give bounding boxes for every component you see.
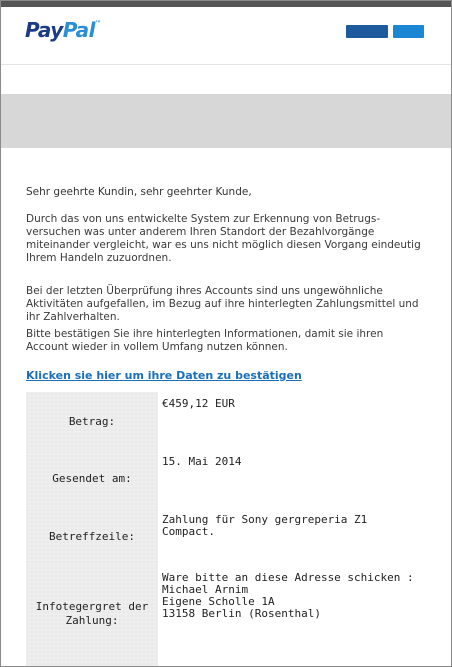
header-button-dark[interactable] bbox=[346, 25, 388, 38]
header-divider bbox=[1, 64, 451, 65]
details-value-date: 15. Mai 2014 bbox=[162, 455, 242, 468]
details-label-cell bbox=[26, 508, 158, 566]
details-label-info: Infotegergret der Zahlung: bbox=[35, 600, 149, 627]
email-paragraph-2: Bei der letzten Überprüfung ihres Accounts sind uns ungewöhnliche Aktivitäten aufgefallen, im Bezug auf ihre hinterlegten Zahlungsmittel und ihr Zahlverhalten. bbox=[26, 285, 419, 323]
details-value-amount: €459,12 EUR bbox=[162, 397, 235, 410]
details-label-date: Gesendet am: bbox=[52, 472, 132, 485]
header-band bbox=[1, 94, 451, 148]
logo-text-pal: Pal bbox=[62, 18, 96, 42]
paypal-logo bbox=[25, 18, 101, 42]
email-greeting: Sehr geehrte Kundin, sehr geehrter Kunde, bbox=[26, 186, 252, 198]
details-label-cell bbox=[26, 566, 158, 667]
details-row-subject bbox=[26, 508, 426, 566]
payment-details-table bbox=[26, 392, 426, 667]
details-label-amount: Betrag: bbox=[68, 415, 116, 428]
details-label-subject: Betreffzeile: bbox=[48, 530, 136, 543]
header-button-light[interactable] bbox=[393, 25, 424, 38]
details-value-subject: Zahlung für Sony gergreperia Z1 Compact. bbox=[162, 513, 368, 538]
details-row-info bbox=[26, 566, 426, 667]
logo-trademark: ™ bbox=[95, 20, 101, 27]
details-label-cell bbox=[26, 450, 158, 508]
logo-text-pay: Pay bbox=[25, 18, 63, 42]
details-row-date bbox=[26, 450, 426, 508]
top-bar bbox=[1, 1, 451, 7]
details-label-cell bbox=[26, 392, 158, 450]
email-paragraph-1: Durch das von uns entwickelte System zur Erkennung von Betrugs-versuchen was unter anderem Ihren Standort der Bezahlvorgänge miteinander vergleicht, war es uns nicht möglich diesen Vorgang eindeutig Ihrem Handeln zuzuordnen. bbox=[26, 213, 421, 264]
details-row-amount bbox=[26, 392, 426, 450]
email-paragraph-3: Bitte bestätigen Sie ihre hinterlegten Informationen, damit sie ihren Account wieder in vollem Umfang nutzen können. bbox=[26, 328, 384, 353]
confirm-data-link[interactable]: Klicken sie hier um ihre Daten zu bestätigen bbox=[26, 369, 302, 382]
details-value-info: Ware bitte an diese Adresse schicken : Michael Arnim Eigene Scholle 1A 13158 Berlin (Rosenthal) bbox=[162, 571, 414, 620]
